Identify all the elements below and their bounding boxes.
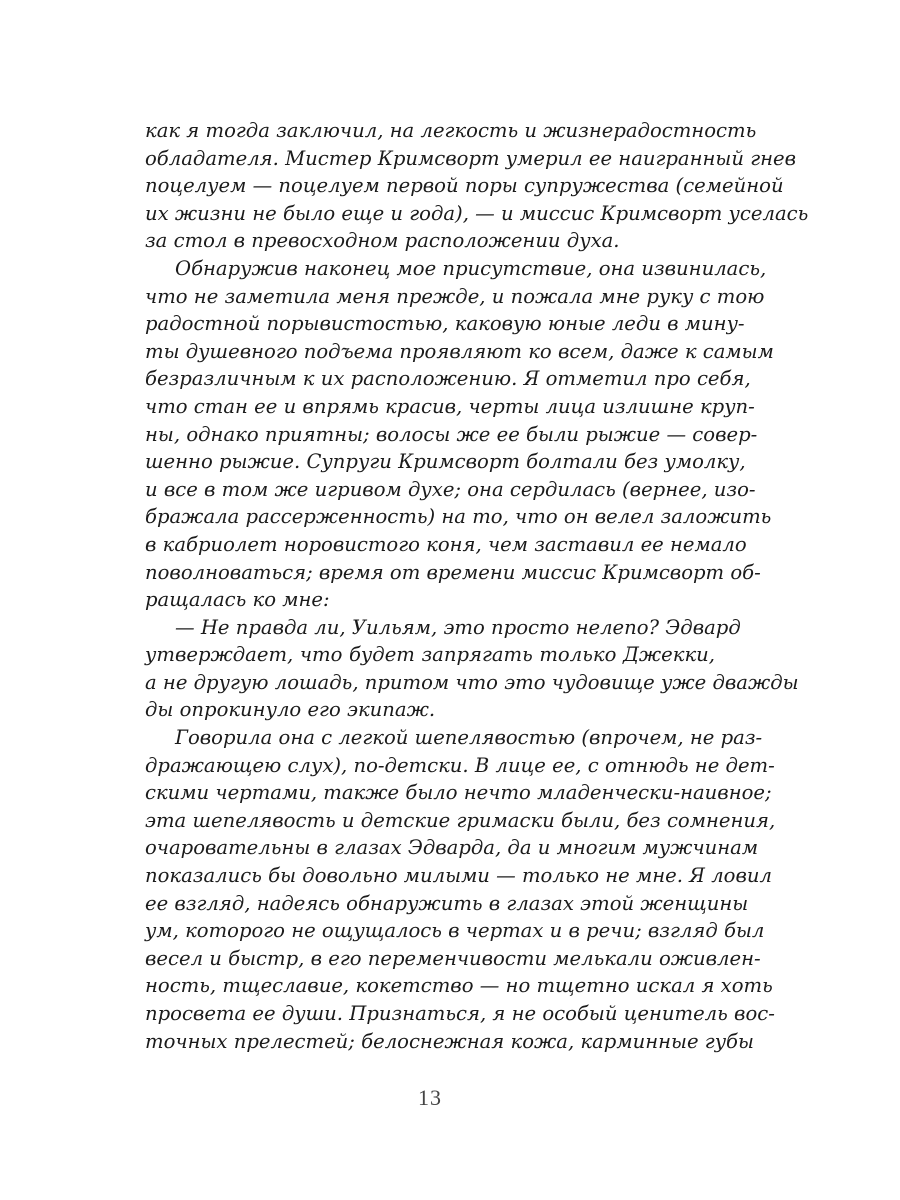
text-line: за стол в превосходном расположении духа. <box>145 229 620 253</box>
text-line: ум, которого не ощущалось в чертах и в речи; взгляд был <box>145 919 765 943</box>
text-line: радостной порывистостью, каковую юные леди в мину- <box>145 312 745 336</box>
text-line: Обнаружив наконец мое присутствие, она извинилась, <box>175 256 767 280</box>
text-line: обладателя. Мистер Кримсворт умерил ее наигранный гнев <box>145 146 797 170</box>
text-line: в кабриолет норовистого коня, чем заставил ее немало <box>145 532 747 556</box>
text-line: — Не правда ли, Уильям, это просто нелепо? Эдвард <box>175 615 741 639</box>
text-line: ращалась ко мне: <box>145 588 330 612</box>
text-line: очаровательны в глазах Эдварда, да и многим мужчинам <box>145 836 759 860</box>
text-line: шенно рыжие. Супруги Кримсворт болтали без умолку, <box>145 450 746 474</box>
text-line: ты душевного подъема проявляют ко всем, даже к самым <box>145 339 774 363</box>
page-number: 13 <box>418 1085 442 1110</box>
text-line: ее взгляд, надеясь обнаружить в глазах этой женщины <box>145 891 749 915</box>
text-line: показались бы довольно милыми — только не мне. Я ловил <box>145 864 772 888</box>
text-line: что стан ее и впрямь красив, черты лица излишне круп- <box>145 394 755 418</box>
text-line: точных прелестей; белоснежная кожа, карминные губы <box>145 1029 754 1053</box>
text-line: скими чертами, также было нечто младенчески-наивное; <box>145 781 772 805</box>
text-line: ды опрокинуло его экипаж. <box>145 698 436 722</box>
text-line: весел и быстр, в его переменчивости мелькали оживлен- <box>145 946 761 970</box>
text-line: и все в том же игривом духе; она сердилась (вернее, изо- <box>145 477 756 501</box>
text-line: просвета ее души. Признаться, я не особый ценитель вос- <box>145 1002 775 1025</box>
body-text <box>145 117 809 1055</box>
text-line: бражала рассерженность) на то, что он велел заложить <box>145 505 772 529</box>
text-line: поцелуем — поцелуем первой поры супружества (семейной <box>145 174 784 198</box>
text-line: поволноваться; время от времени миссис Кримсворт об- <box>145 560 761 584</box>
text-line: ны, однако приятны; волосы же ее были рыжие — совер- <box>145 422 758 446</box>
text-line: ность, тщеславие, кокетство — но тщетно искал я хоть <box>145 974 773 998</box>
text-line: безразличным к их расположению. Я отметил про себя, <box>145 367 751 391</box>
text-line: а не другую лошадь, притом что это чудовище уже дважды <box>145 670 799 694</box>
text-line: что не заметила меня прежде, и пожала мне руку с тою <box>145 284 765 308</box>
text-line: эта шепелявость и детские гримаски были, без сомнения, <box>145 808 776 832</box>
text-line: их жизни не было еще и года), — и миссис Кримсворт уселась <box>145 201 809 225</box>
text-line: утверждает, что будет запрягать только Джекки, <box>145 643 715 667</box>
text-line: Говорила она с легкой шепелявостью (впрочем, не раз- <box>175 726 763 750</box>
text-line: как я тогда заключил, на легкость и жизнерадостность <box>145 119 757 142</box>
text-line: дражающею слух), по-детски. В лице ее, с отнюдь не дет- <box>145 753 775 777</box>
